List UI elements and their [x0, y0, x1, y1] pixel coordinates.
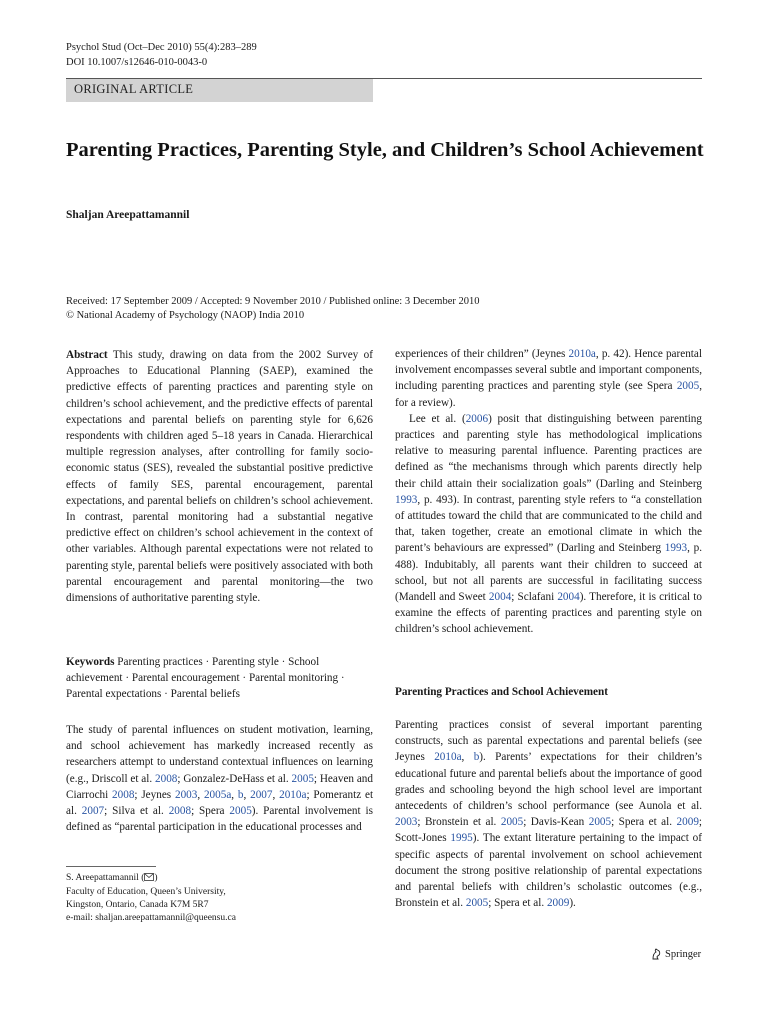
abstract — [66, 347, 373, 606]
body-text: ; Scott-Jones — [395, 816, 703, 845]
footnote-rule — [66, 866, 156, 867]
intro-text: ; Gonzalez-DeHass et al. — [177, 772, 292, 785]
intro-text: ; Spera — [191, 805, 230, 818]
citation-link[interactable]: 2005 — [676, 380, 700, 393]
body-text: ; Spera et al. — [488, 897, 547, 910]
right-column-text — [395, 346, 702, 638]
body-text: ). Parents’ expectations for their children’s educational future and parental beliefs about the importance of good grades and schooling beyond the high school level are important antecedents of children’s school performance (see Aunola et al. — [395, 751, 702, 813]
keywords — [66, 654, 373, 703]
citation-link[interactable]: 2005 — [500, 816, 524, 829]
article-type-label: ORIGINAL ARTICLE — [74, 82, 194, 96]
body-text: ). Therefore, it is critical to examine the effects of parenting practices and parenting style on children’s school achievement. — [395, 591, 702, 636]
body-text: Parenting practices consist of several important parenting constructs, such as parental expectations and parental beliefs (see Jeynes — [395, 719, 702, 764]
citation-link[interactable]: 2010a — [434, 751, 462, 764]
intro-text: The study of parental influences on student motivation, learning, and school achievement has markedly increased recently as researchers attempt to understand contextual influences on learning (e.g., Driscoll et al. — [66, 724, 373, 785]
body-text: , p. 488). Indubitably, all parents want their children to succeed at school, but not all parents are successful in facilitating success (Mandell and Sweet — [395, 542, 702, 604]
citation-link[interactable]: 2004 — [557, 591, 580, 604]
citation-link[interactable]: 2008 — [168, 805, 192, 818]
body-text: , p. 493). In contrast, parenting style refers to “a constellation of attitudes toward the child that are communicated to the child and that, taken together, create an emotional climate in which the parent’s behaviours are expressed” (Darling and Steinberg — [395, 493, 702, 555]
author-affiliation: Faculty of Education, Queen’s University, — [66, 887, 226, 897]
body-text: experiences of their children” (Jeynes — [395, 348, 569, 360]
publication-dates: Received: 17 September 2009 / Accepted: 9 November 2010 / Published online: 3 December 2010 — [66, 296, 480, 307]
citation-link[interactable]: 1995 — [450, 832, 473, 845]
introduction-paragraph — [66, 722, 373, 835]
article-type-banner — [66, 79, 373, 102]
springer-horse-icon — [651, 948, 662, 960]
citation-link[interactable]: 2010a — [568, 348, 596, 360]
body-text: , for a review). — [395, 380, 702, 409]
citation-link[interactable]: 2010a — [279, 788, 307, 801]
abstract-text: This study, drawing on data from the 2002 Survey of Approaches to Educational Planning (SAEP), examined the predictive effects of parenting practices and parenting style on children’s school achievement, and the predictive effects of parental expectations and parental beliefs on parenting style for 6,626 respondents with children aged 5–18 years in Canada. Hierarchical multiple regression analyses, after controlling for family socio-economic status (SES), revealed the substantial positive predictive effects of family SES, parental encouragement, parental expectations, and parental beliefs on children’s school achievement. In contrast, parental monitoring had a substantial negative predictive effect on children’s school achievement in the context of other variables. Although parental expectations were not related to parenting style, parental beliefs were positively associated with both parental encouragement and parental monitoring—the two dimensions of authoritative parenting style. — [66, 349, 373, 605]
section-heading: Parenting Practices and School Achievement — [395, 686, 608, 698]
body-text: Lee et al. ( — [409, 412, 466, 425]
citation-link[interactable]: 2008 — [155, 772, 178, 785]
citation-link[interactable]: 2003 — [395, 816, 418, 829]
intro-text: , — [197, 788, 204, 801]
intro-text: , — [272, 788, 280, 801]
body-text: , p. 42). Hence parental involvement encompasses several subtle and important components, including parenting practices and parenting style (see Spera — [395, 348, 702, 393]
body-text: , — [461, 751, 474, 764]
intro-text: ; Pomerantz et al. — [66, 788, 374, 818]
body-text: ) posit that distinguishing between parenting practices and parenting style has methodological implications relative to measuring parental influence. Parenting practices are defined as “the mechanisms through which parents directly help their child attain their socialization goals” (Darling and Steinberg — [395, 412, 702, 490]
citation-link[interactable]: 2008 — [112, 788, 135, 801]
citation-link[interactable]: 1993 — [664, 542, 688, 555]
citation-link[interactable]: 2005a — [203, 788, 232, 801]
citation-link[interactable]: 2009 — [676, 816, 699, 829]
citation-link[interactable]: 2006 — [465, 412, 489, 425]
citation-link[interactable]: b — [473, 751, 480, 764]
intro-text: ). Parental involvement is defined as “parental participation in the educational processes and — [66, 805, 373, 834]
citation-link[interactable]: 2004 — [488, 591, 512, 604]
body-text: ; Bronstein et al. — [417, 816, 501, 829]
citation-link[interactable]: 1993 — [395, 493, 418, 506]
citation-link[interactable]: 2005 — [291, 772, 314, 785]
intro-text: ; Jeynes — [134, 788, 175, 801]
intro-text: ; Silva et al. — [104, 805, 169, 818]
intro-text: , — [231, 788, 238, 801]
citation-link[interactable]: 2007 — [250, 788, 273, 801]
keywords-text: Parenting practices · Parenting style · School achievement · Parental encouragement · Parental monitoring · Parental expectations · Parental beliefs — [66, 656, 345, 701]
citation-link[interactable]: 2009 — [546, 897, 570, 910]
citation-link[interactable]: 2005 — [588, 816, 612, 829]
citation-link[interactable]: 2005 — [229, 805, 252, 818]
doi: DOI 10.1007/s12646-010-0043-0 — [66, 57, 208, 68]
abstract-label: Abstract — [66, 349, 108, 361]
body-text: ). — [569, 897, 576, 910]
body-text: ; Spera et al. — [611, 816, 677, 829]
body-text: ; Davis-Kean — [523, 816, 589, 829]
citation-link[interactable]: 2005 — [465, 897, 489, 910]
author-address: Kingston, Ontario, Canada K7M 5R7 — [66, 900, 209, 910]
intro-text: , — [243, 788, 251, 801]
journal-citation: Psychol Stud (Oct–Dec 2010) 55(4):283–289 — [66, 42, 257, 53]
copyright-notice: © National Academy of Psychology (NAOP) India 2010 — [66, 310, 305, 321]
author-email[interactable]: e-mail: shaljan.areepattamannil@queensu.ca — [66, 913, 236, 923]
author-name: Shaljan Areepattamannil — [66, 209, 190, 221]
envelope-icon[interactable] — [144, 873, 154, 886]
paper-title: Parenting Practices, Parenting Style, and Children’s School Achievement — [66, 139, 704, 161]
section-paragraph — [395, 717, 702, 911]
publisher-logo — [651, 948, 701, 960]
keywords-label: Keywords — [66, 656, 115, 668]
body-text: ). The extant literature pertaining to the impact of specific aspects of parental involvement on school achievement document the strong positive relationship of parental expectations and parental beliefs with children’s scholastic outcomes (e.g., Bronstein et al. — [395, 832, 702, 910]
citation-link[interactable]: 2003 — [174, 788, 198, 801]
corresponding-author: S. Areepattamannil ( — [66, 873, 145, 883]
publisher-name: Springer — [665, 948, 702, 960]
intro-text: ; Heaven and Ciarrochi — [66, 772, 373, 801]
author-footnote: S. Areepattamannil ( ) Faculty of Education, Queen’s University, Kingston, Ontario, Canada K7M 5R7 e-mail: shaljan.areepattamannil@queensu.ca — [66, 873, 236, 923]
body-text: ; Sclafani — [511, 591, 558, 604]
citation-link[interactable]: b — [237, 788, 244, 801]
citation-link[interactable]: 2007 — [81, 805, 105, 818]
